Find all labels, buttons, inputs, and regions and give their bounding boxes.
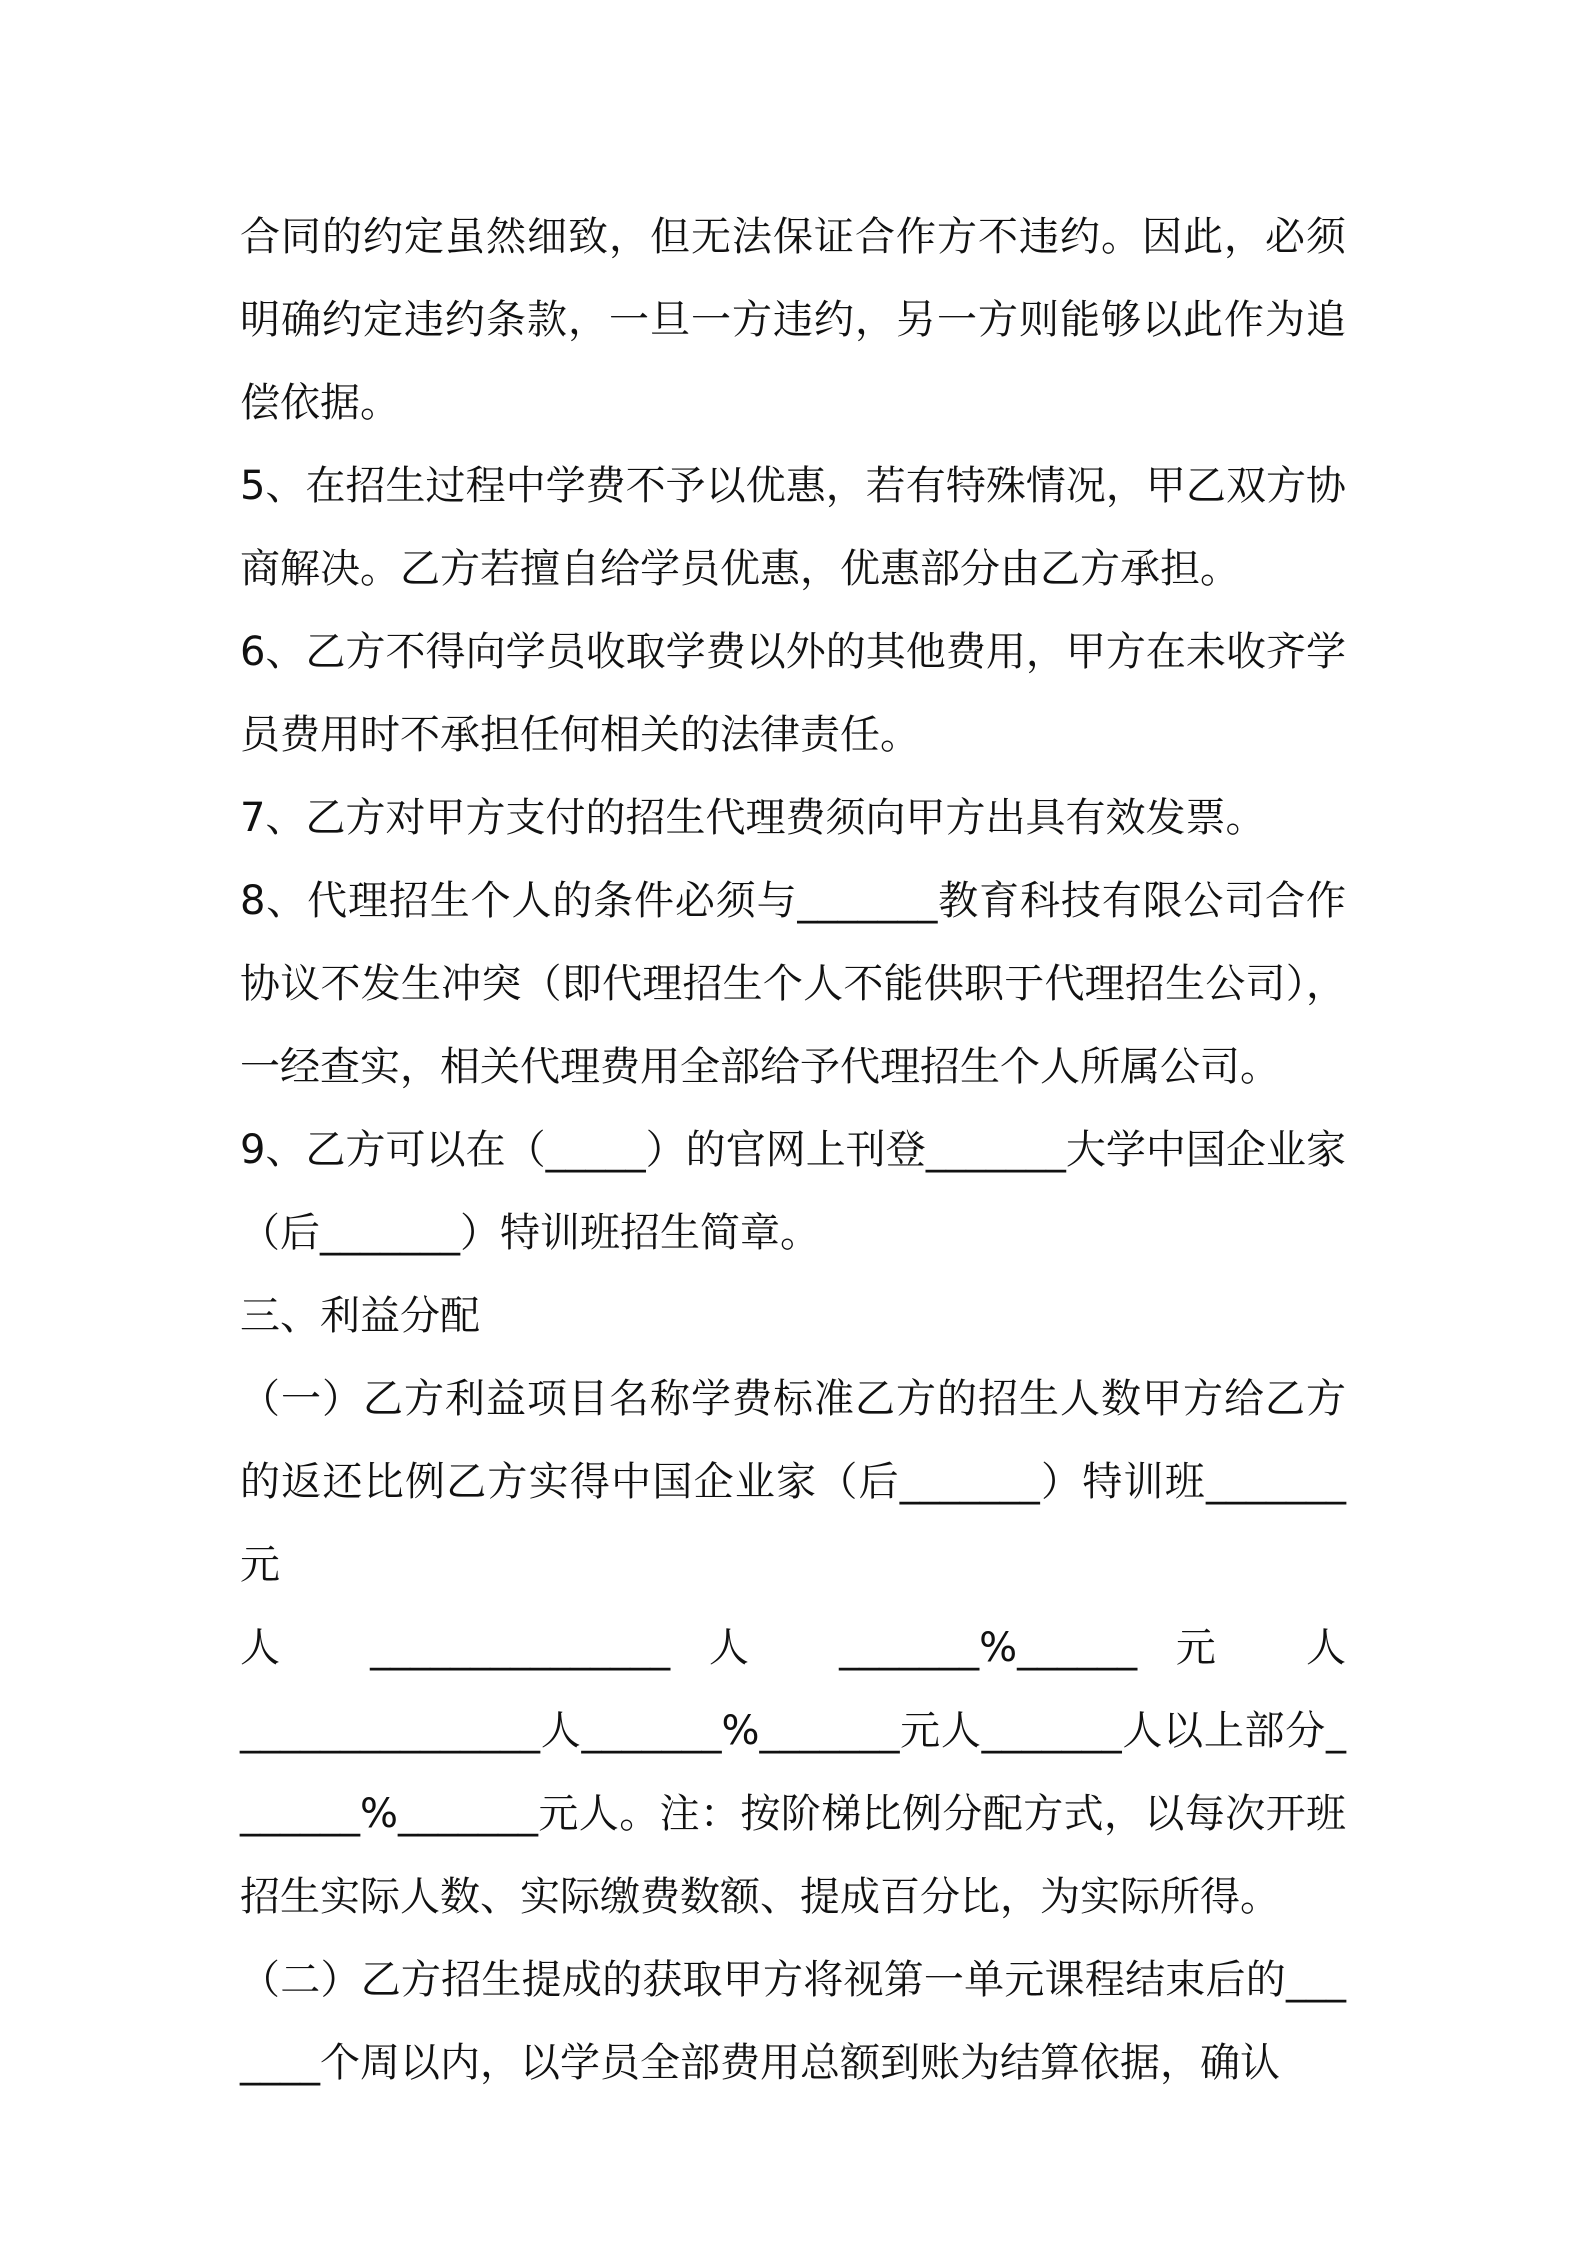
paragraph-item-7: 7、乙方对甲方支付的招生代理费须向甲方出具有效发票。 bbox=[240, 795, 1266, 841]
paragraph-subsection-1-intro: （一）乙方利益项目名称学费标准乙方的招生人数甲方给乙方的返还比例乙方实得中国企业家（后_______）特训班_______元 bbox=[240, 1376, 1346, 1588]
paragraph-subsection-2: （二）乙方招生提成的获取甲方将视第一单元课程结束后的_______个周以内，以学员全部费用总额到账为结算依据，确认 bbox=[240, 1957, 1346, 2086]
paragraph-subsection-1-table-row: 人 _______________人 _______%______元 人 bbox=[240, 1625, 1346, 1671]
paragraph-contract-continuation: 合同的约定虽然细致，但无法保证合作方不违约。因此，必须明确约定违约条款，一旦一方违约，另一方则能够以此作为追偿依据。 bbox=[240, 214, 1346, 426]
paragraph-item-9: 9、乙方可以在（_____）的官网上刊登_______大学中国企业家（后_______）特训班招生简章。 bbox=[240, 1127, 1346, 1256]
section-heading-profit-distribution: 三、利益分配 bbox=[240, 1293, 480, 1339]
paragraph-item-6: 6、乙方不得向学员收取学费以外的其他费用，甲方在未收齐学员费用时不承担任何相关的法律责任。 bbox=[240, 629, 1346, 758]
document-body bbox=[240, 196, 1346, 2105]
paragraph-item-8: 8、代理招生个人的条件必须与_______教育科技有限公司合作协议不发生冲突（即代理招生个人不能供职于代理招生公司），一经查实，相关代理费用全部给予代理招生个人所属公司。 bbox=[240, 878, 1346, 1090]
paragraph-item-5: 5、在招生过程中学费不予以优惠，若有特殊情况，甲乙双方协商解决。乙方若擅自给学员优惠，优惠部分由乙方承担。 bbox=[240, 463, 1346, 592]
paragraph-subsection-1-tiers: _______________人_______%_______元人_______人以上部分_______%_______元人。注：按阶梯比例分配方式，以每次开班招生实际人数、实际缴费数额、提成百分比，为实际所得。 bbox=[240, 1708, 1346, 1920]
